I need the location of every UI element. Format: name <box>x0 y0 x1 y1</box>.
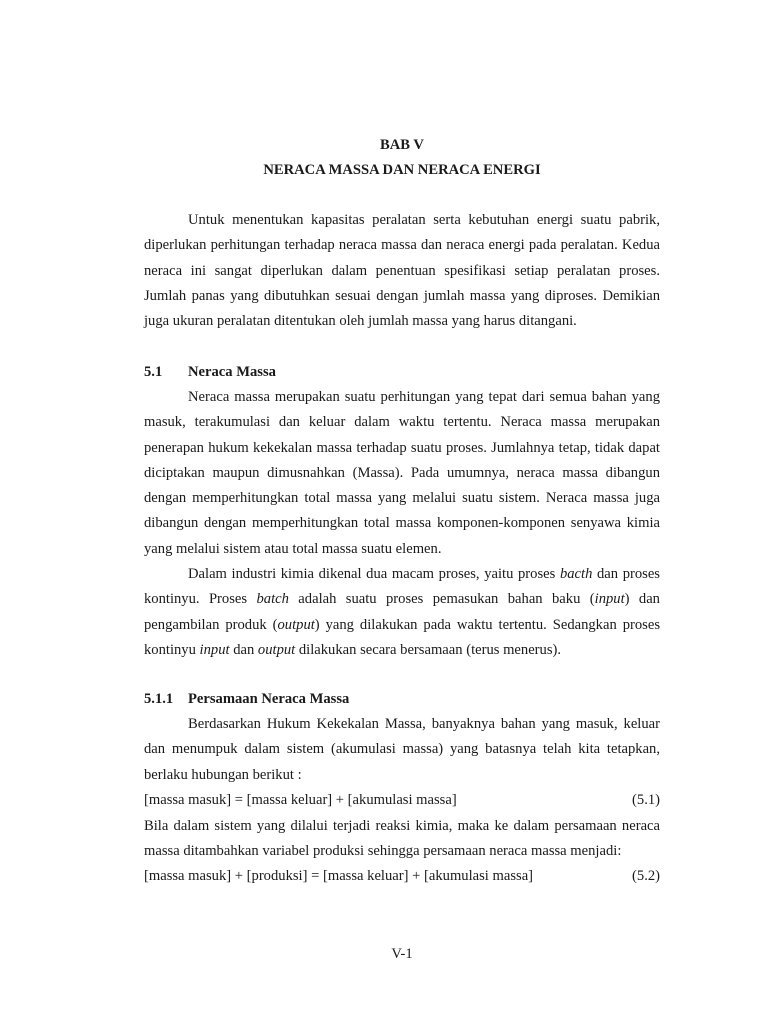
equation-5-1 <box>144 792 660 809</box>
section-5-1-paragraph-2: Dalam industri kimia dikenal dua macam proses, yaitu proses bacth dan proses kontinyu. Proses batch adalah suatu proses pemasukan bahan baku (input) dan pengambilan produk (output) yang dilakukan pada waktu tertentu. Sedangkan proses kontinyu input dan output dilakukan secara bersamaan (terus menerus). <box>144 566 660 658</box>
section-5-1-1-heading <box>144 691 349 708</box>
section-title: Neraca Massa <box>188 364 276 380</box>
chapter-label: BAB V <box>380 137 424 153</box>
intro-paragraph: Untuk menentukan kapasitas peralatan serta kebutuhan energi suatu pabrik, diperlukan perhitungan terhadap neraca massa dan neraca energi pada peralatan. Kedua neraca ini sangat diperlukan dalam penentuan spesifikasi setiap peralatan proses. Jumlah panas yang dibutuhkan sesuai dengan jumlah massa yang diproses. Demikian juga ukuran peralatan ditentukan oleh jumlah massa yang harus ditangani. <box>144 212 660 330</box>
document-page <box>144 0 660 1024</box>
page-number: V-1 <box>391 946 413 962</box>
section-title: Persamaan Neraca Massa <box>188 691 350 707</box>
chapter-title: NERACA MASSA DAN NERACA ENERGI <box>263 162 541 178</box>
section-5-1-paragraph-1: Neraca massa merupakan suatu perhitungan yang tepat dari semua bahan yang masuk, terakumulasi dan keluar dalam waktu tertentu. Neraca massa merupakan penerapan hukum kekekalan massa terhadap suatu proses. Jumlahnya tetap, tidak dapat diciptakan maupun dimusnahkan (Massa). Pada umumnya, neraca massa dibangun dengan memperhitungkan total massa yang melalui suatu sistem. Neraca massa juga dibangun dengan memperhitungkan total massa komponen-komponen senyawa kimia yang melalui sistem atau total massa suatu elemen. <box>144 389 660 557</box>
section-number: 5.1.1 <box>144 691 174 707</box>
equation-5-2 <box>144 868 660 885</box>
section-number: 5.1 <box>144 364 163 380</box>
equation-text: [massa masuk] + [produksi] = [massa keluar] + [akumulasi massa] <box>144 868 534 884</box>
equation-number: (5.1) <box>632 792 660 808</box>
equation-number: (5.2) <box>632 868 660 884</box>
section-5-1-1-paragraph-1: Berdasarkan Hukum Kekekalan Massa, banyaknya bahan yang masuk, keluar dan menumpuk dalam sistem (akumulasi massa) yang batasnya telah kita tetapkan, berlaku hubungan berikut : <box>144 716 660 783</box>
section-5-1-heading <box>144 364 276 381</box>
equation-text: [massa masuk] = [massa keluar] + [akumulasi massa] <box>144 792 457 808</box>
section-5-1-1-paragraph-2: Bila dalam sistem yang dilalui terjadi reaksi kimia, maka ke dalam persamaan neraca massa ditambahkan variabel produksi sehingga persamaan neraca massa menjadi: <box>144 818 660 860</box>
